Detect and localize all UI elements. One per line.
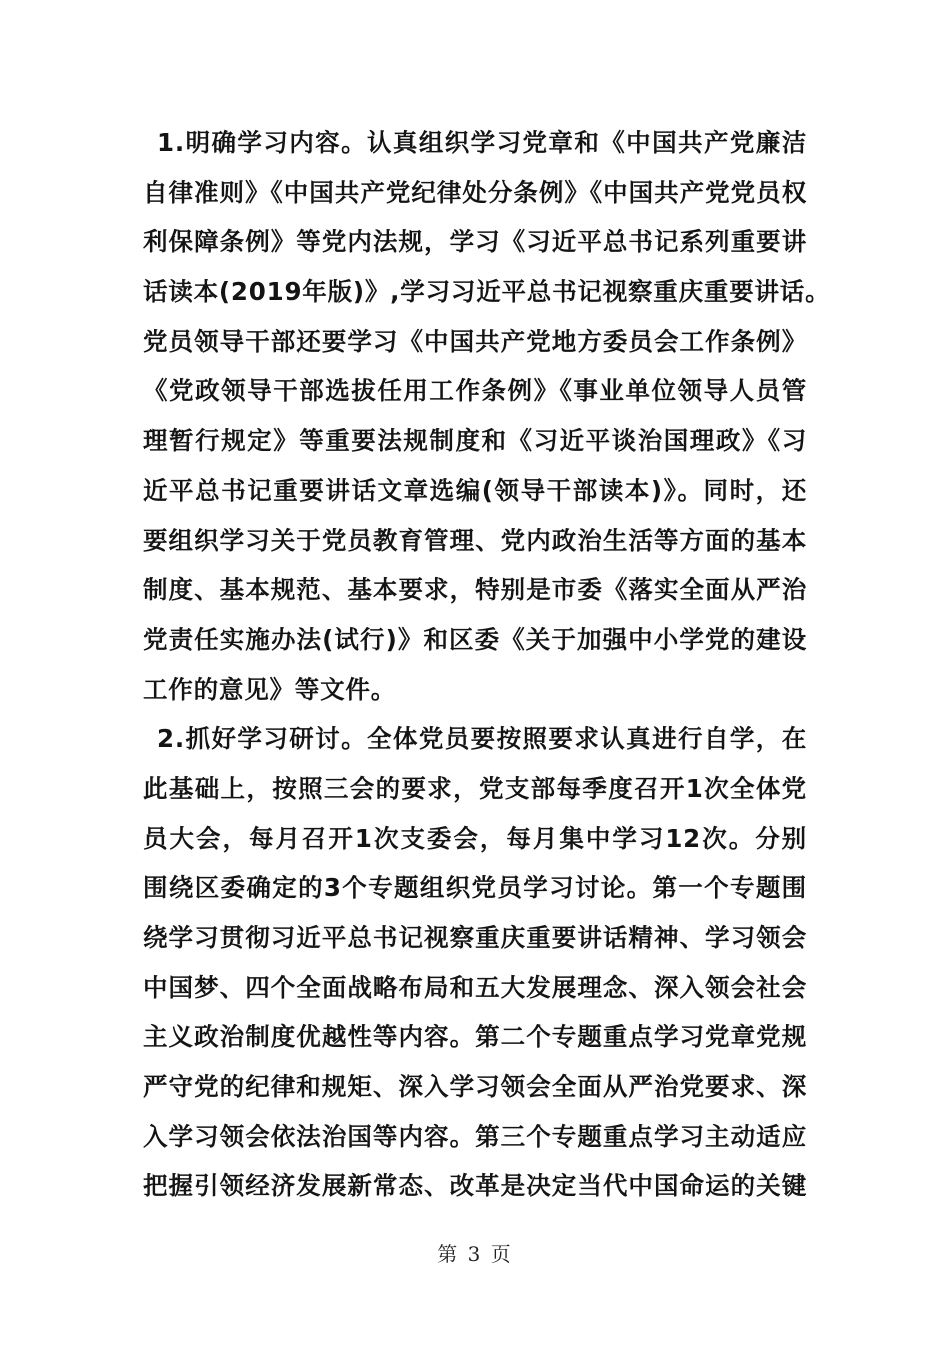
text-line: 工作的意见》等文件。 bbox=[143, 674, 396, 704]
text-line: 党责任实施办法(试行)》和区委《关于加强中小学党的建设 bbox=[143, 624, 807, 654]
text-line: 1.明确学习内容。认真组织学习党章和《中国共产党廉洁 bbox=[157, 128, 807, 157]
text-line: 围绕区委确定的3个专题组织党员学习讨论。第一个专题围 bbox=[143, 873, 807, 903]
text-line: 入学习领会依法治国等内容。第三个专题重点学习主动适应 bbox=[143, 1121, 807, 1151]
text-line: 员大会，每月召开1次支委会，每月集中学习12次。分别 bbox=[143, 823, 807, 853]
paragraph-2 bbox=[143, 714, 807, 1211]
text-line: 理暂行规定》等重要法规制度和《习近平谈治国理政》《习 bbox=[143, 426, 807, 456]
text-line: 利保障条例》等党内法规，学习《习近平总书记系列重要讲 bbox=[143, 227, 807, 257]
page-number: 第 3 页 bbox=[437, 1242, 513, 1266]
text-line: 主义政治制度优越性等内容。第二个专题重点学习党章党规 bbox=[143, 1022, 807, 1052]
text-line: 《党政领导干部选拔任用工作条例》《事业单位领导人员管 bbox=[143, 376, 807, 406]
text-line: 党员领导干部还要学习《中国共产党地方委员会工作条例》 bbox=[143, 326, 807, 356]
text-line: 严守党的纪律和规矩、深入学习领会全面从严治党要求、深 bbox=[143, 1072, 807, 1102]
text-line: 绕学习贯彻习近平总书记视察重庆重要讲话精神、学习领会 bbox=[143, 923, 807, 952]
text-line: 中国梦、四个全面战略布局和五大发展理念、深入领会社会 bbox=[143, 972, 807, 1002]
text-line: 此基础上，按照三会的要求，党支部每季度召开1次全体党 bbox=[143, 773, 807, 803]
text-line: 要组织学习关于党员教育管理、党内政治生活等方面的基本 bbox=[143, 525, 807, 555]
text-line: 制度、基本规范、基本要求，特别是市委《落实全面从严治 bbox=[143, 575, 807, 605]
document-body bbox=[143, 118, 831, 1211]
text-line: 自律准则》《中国共产党纪律处分条例》《中国共产党党员权 bbox=[143, 177, 807, 207]
text-line: 把握引领经济发展新常态、改革是决定当代中国命运的关键 bbox=[143, 1171, 807, 1201]
text-line: 2.抓好学习研讨。全体党员要按照要求认真进行自学，在 bbox=[157, 724, 807, 754]
text-line: 近平总书记重要讲话文章选编(领导干部读本)》。同时，还 bbox=[143, 475, 807, 505]
text-line: 话读本(2019年版)》,学习习近平总书记视察重庆重要讲话。 bbox=[143, 277, 831, 307]
paragraph-1 bbox=[143, 118, 831, 714]
